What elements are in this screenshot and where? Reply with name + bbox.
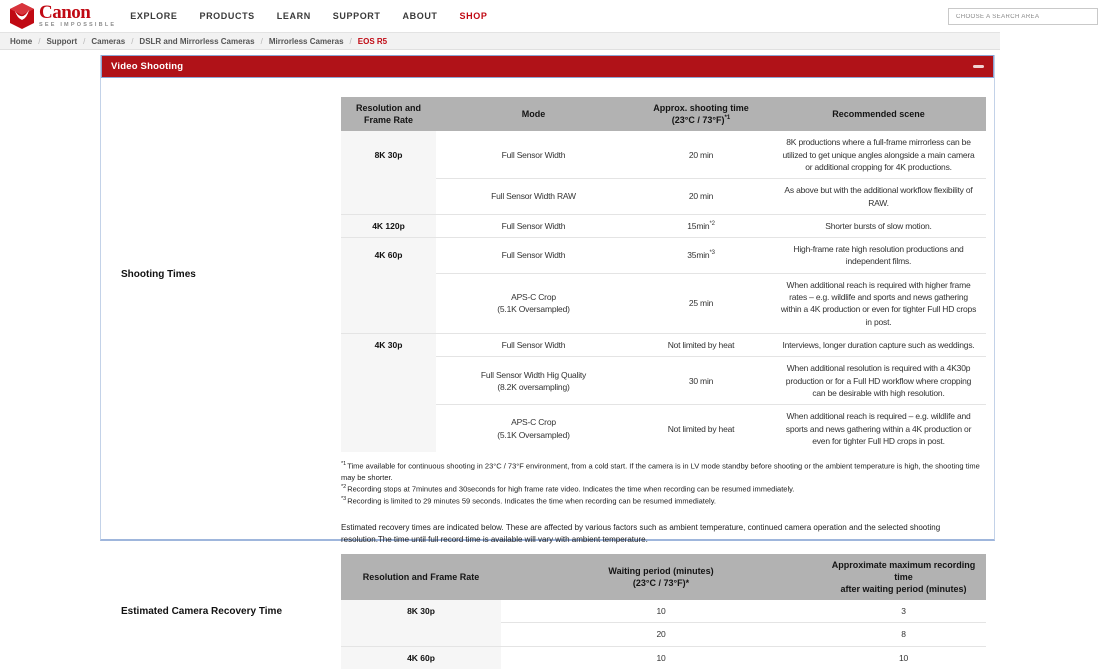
breadcrumb-separator: / [131,36,134,46]
shooting-times-body [341,97,986,452]
cell-mode: Full Sensor Width [501,149,566,160]
breadcrumb-separator: / [349,36,352,46]
section-label-recovery-time: Estimated Camera Recovery Time [121,605,283,617]
recovery-body [341,554,986,669]
cell-time: 20 min [688,149,714,160]
breadcrumb [0,33,1000,50]
cell-max: 10 [821,646,986,669]
cell-resolution [341,179,436,215]
breadcrumb-separator: / [83,36,86,46]
cell-time: Not limited by heat [631,405,771,452]
cell-resolution [341,405,436,452]
top-header [0,0,1000,33]
cell-resolution: 4K 30p [341,334,436,357]
cell-resolution: 8K 30p [341,600,501,623]
cell-max: 3 [901,606,906,617]
col-header-max-recording: Approximate maximum recording time after waiting period (minutes) [821,554,986,600]
footnote-2: $^{*2}$Recording stops at 7minutes and 30seconds for high frame rate video. Indicates the time when recording can be resumed immediately. [341,484,795,494]
table-row [341,600,986,623]
col-header-resolution: Resolution and Frame Rate [341,97,436,131]
brand-tagline: SEE IMPOSSIBLE [39,22,117,29]
breadcrumb-separator: / [38,36,41,46]
cell-time: $35\min^{*3}$ [631,238,771,274]
cell-mode: Full Sensor Width [436,334,631,357]
table-row [341,623,986,646]
cell-waiting: 20 [501,623,821,646]
canon-cube-icon [10,3,34,29]
cell-mode: Full Sensor Width [436,214,631,237]
cell-time: $15\min^{*2}$ [631,214,771,237]
accordion-title: Video Shooting [111,61,184,72]
cell-time: 30 min [631,357,771,405]
cell-scene: When additional reach is required with higher frame rates – e.g. wildlife and sports and news gathering within a 4K production or even for tighter Full HD crops in post. [771,273,986,333]
cell-scene: 8K productions where a full-frame mirrorless can be utilized to get unique angles alongside a main camera or additional cropping for 4K productions. [782,137,975,172]
table-header-row [341,97,986,131]
cell-max: 8 [821,623,986,646]
breadcrumb-cameras[interactable]: Cameras [91,36,126,46]
nav-item-shop[interactable]: SHOP [459,11,488,21]
cell-mode: Full Sensor Width RAW [436,179,631,215]
table-row [341,334,986,357]
table-row [341,273,986,333]
table-row [341,357,986,405]
cell-mode: APS-C Crop (5.1K Oversampled) [436,273,631,333]
search-area-input[interactable] [948,8,1098,25]
cell-time: Not limited by heat [631,334,771,357]
video-shooting-panel [100,55,995,663]
cell-resolution [341,357,436,405]
nav-item-about[interactable]: ABOUT [402,11,438,21]
col-header-mode: Mode [436,97,631,131]
table-row [341,131,986,178]
breadcrumb-separator: / [260,36,263,46]
nav-item-learn[interactable]: LEARN [276,11,311,21]
section-shooting-times [101,97,994,452]
section-label-shooting-times: Shooting Times [121,269,196,281]
cell-scene: Interviews, longer duration capture such as weddings. [771,334,986,357]
nav-item-products[interactable]: PRODUCTS [199,11,255,21]
cell-waiting: 10 [501,646,821,669]
table-row [341,405,986,452]
cell-waiting: 10 [656,606,666,617]
breadcrumb-current-eos-r5: EOS R5 [357,36,388,46]
breadcrumb-support[interactable]: Support [46,36,78,46]
notes-block [341,460,991,546]
main-nav [130,11,487,21]
cell-resolution: 4K 60p [341,646,501,669]
breadcrumb-mirrorless[interactable]: Mirrorless Cameras [268,36,344,46]
cell-scene: Shorter bursts of slow motion. [771,214,986,237]
recovery-intro: Estimated recovery times are indicated below. These are affected by various factors such as ambient temperature, continued camera operation and the selected shooting resolution.The time until full record time is available will vary with ambient temperature. [341,522,941,544]
cell-mode: Full Sensor Width Hig Quality (8.2K oversampling) [436,357,631,405]
nav-item-support[interactable]: SUPPORT [332,11,381,21]
table-header-row [341,554,986,600]
canon-logo[interactable] [10,3,116,29]
footnote-1: $^{*1}$Time available for continuous shooting in 23°C / 73°F environment, from a cold start. If the camera is in LV mode standby before shooting or the ambient temperature is high, the shooting time may be shorter. [341,461,980,482]
cell-time: 20 min [631,179,771,215]
collapse-minus-icon[interactable] [973,65,984,68]
cell-mode: APS-C Crop (5.1K Oversampled) [436,405,631,452]
cell-mode: Full Sensor Width [436,238,631,274]
footnote-3: $^{*3}$Recording is limited to 29 minutes 59 seconds. Indicates the time when recording can be resumed immediately. [341,495,716,506]
nav-item-explore[interactable]: EXPLORE [130,11,178,21]
cell-scene: High-frame rate high resolution productions and independent films. [771,238,986,274]
cell-scene: When additional resolution is required with a 4K30p production or for a Full HD workflow where cropping can be desirable with high resolution. [771,357,986,405]
table-row [341,179,986,215]
cell-resolution: 4K 60p [341,238,436,274]
breadcrumb-dslr-mirrorless[interactable]: DSLR and Mirrorless Cameras [139,36,255,46]
section-recovery-time [101,554,994,669]
col-header-scene: Recommended scene [771,97,986,131]
cell-resolution: 8K 30p [341,131,436,178]
table-row [341,238,986,274]
cell-scene: As above but with the additional workflow flexibility of RAW. [771,179,986,215]
table-row [341,214,986,237]
cell-resolution [341,273,436,333]
cell-scene: When additional reach is required – e.g. wildlife and sports and news gathering within a 4K production or even for tighter Full HD crops in post. [771,405,986,452]
cell-resolution [341,623,501,646]
breadcrumb-home[interactable]: Home [10,36,33,46]
col-header-time: Approx. shooting time (23°C / 73°F)$^{*1}$ [631,97,771,131]
col-header-waiting-period: Waiting period (minutes) (23°C / 73°F)* [501,554,821,600]
cell-resolution: 4K 120p [341,214,436,237]
table-row [341,646,986,669]
shooting-times-table [341,97,986,452]
logo-text [39,3,116,29]
cell-time: 25 min [631,273,771,333]
recovery-table [341,554,986,669]
col-header-resolution: Resolution and Frame Rate [341,554,501,600]
accordion-header-video-shooting[interactable] [101,55,994,78]
brand-wordmark: Canon [39,2,91,24]
